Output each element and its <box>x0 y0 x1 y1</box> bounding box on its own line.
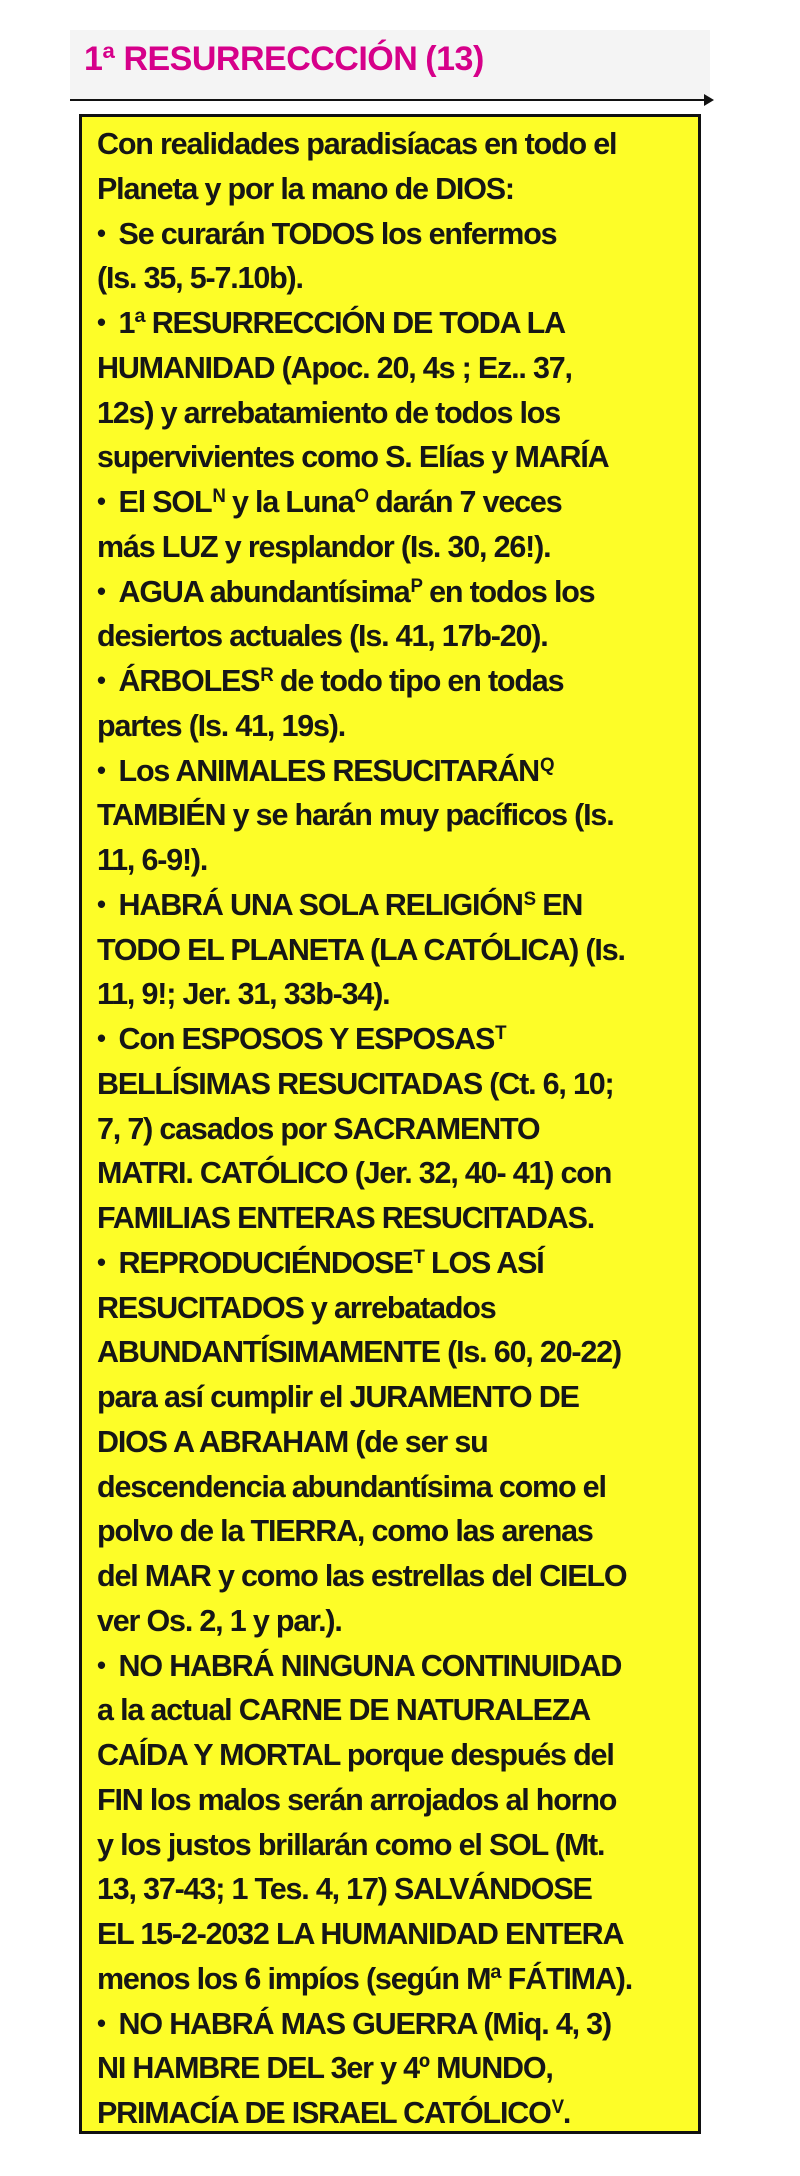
superscript-note: V <box>551 2097 563 2118</box>
superscript-note: S <box>523 888 535 910</box>
text-segment: Con realidades paradisíacas en todo el <box>97 126 617 161</box>
text-segment: ABUNDANTÍSIMAMENTE (Is. 60, 20-22) <box>97 1334 621 1370</box>
text-line <box>97 1867 687 1912</box>
text-line <box>97 1823 687 1868</box>
text-line <box>97 704 687 749</box>
text-line <box>97 1017 687 1062</box>
text-segment: AGUA abundantísima <box>118 573 410 609</box>
bullet-icon: • <box>97 307 105 337</box>
text-line <box>97 1554 687 1599</box>
text-segment: TAMBIÉN y se harán muy pacíficos (Is. <box>97 797 614 833</box>
text-segment: del MAR y como las estrellas del CIELO <box>97 1558 627 1593</box>
text-line <box>97 570 687 615</box>
superscript-note: T <box>413 1246 424 1268</box>
text-segment: Los ANIMALES RESUCITARÁN <box>118 752 540 788</box>
bullet-icon: • <box>97 2007 105 2038</box>
text-segment: menos los 6 impíos (según Mª FÁTIMA). <box>97 1960 632 1996</box>
text-line <box>97 435 687 480</box>
bullet-icon: • <box>97 1023 105 1053</box>
text-segment: 11, 6-9!). <box>97 842 208 877</box>
content-text <box>97 122 697 2136</box>
text-segment: 11, 9!; Jer. 31, 33b-34). <box>97 976 390 1012</box>
text-line <box>97 256 687 301</box>
title-underline <box>70 99 712 101</box>
text-segment: FAMILIAS ENTERAS RESUCITADAS. <box>97 1200 595 1235</box>
text-segment: supervivientes como S. Elías y MARÍA <box>97 439 609 475</box>
text-line <box>97 1330 687 1375</box>
text-segment: Con ESPOSOS Y ESPOSAS <box>118 1021 495 1056</box>
text-segment: desiertos actuales (Is. 41, 17b-20). <box>97 618 548 654</box>
text-line <box>97 614 687 659</box>
text-line <box>97 2002 687 2047</box>
text-line <box>97 1420 687 1465</box>
superscript-note: T <box>495 1023 506 1044</box>
text-segment: PRIMACÍA DE ISRAEL CATÓLICO <box>97 2095 551 2130</box>
text-line <box>97 1062 687 1107</box>
text-line <box>97 838 687 883</box>
text-line <box>97 1151 687 1196</box>
text-segment: en todos los <box>421 573 595 609</box>
superscript-note: R <box>260 665 273 686</box>
text-line <box>97 1196 687 1241</box>
bullet-icon: • <box>97 486 105 516</box>
text-segment: LOS ASÍ <box>423 1244 544 1280</box>
text-line <box>97 2091 687 2136</box>
text-line <box>97 972 687 1017</box>
text-segment: más LUZ y resplandor (Is. 30, 26!). <box>97 528 551 564</box>
text-segment: de todo tipo en todas <box>272 663 564 698</box>
text-line <box>97 301 687 346</box>
text-segment: partes (Is. 41, 19s). <box>97 707 346 743</box>
bullet-icon: • <box>97 754 105 785</box>
text-line <box>97 928 687 973</box>
superscript-note: O <box>354 486 368 507</box>
underline-arrow-tip <box>704 94 714 106</box>
text-segment: 1ª RESURRECCIÓN DE TODA LA <box>118 305 565 340</box>
text-segment: TODO EL PLANETA (LA CATÓLICA) (Is. <box>97 931 625 967</box>
text-segment: RESUCITADOS y arrebatados <box>97 1289 496 1325</box>
superscript-note: N <box>212 486 225 507</box>
text-line <box>97 1957 687 2002</box>
text-segment: BELLÍSIMAS RESUCITADAS (Ct. 6, 10; <box>97 1065 614 1101</box>
text-line <box>97 525 687 570</box>
bullet-icon: • <box>97 1246 105 1277</box>
text-line <box>97 1107 687 1152</box>
text-line <box>97 391 687 436</box>
text-segment: MATRI. CATÓLICO (Jer. 32, 40- 41) con <box>97 1155 612 1191</box>
text-line <box>97 1465 687 1510</box>
bullet-icon: • <box>97 217 105 248</box>
text-segment: darán 7 veces <box>367 484 562 519</box>
text-segment: NI HAMBRE DEL 3er y 4º MUNDO, <box>97 2050 553 2086</box>
text-line <box>97 1599 687 1644</box>
text-segment: El SOL <box>118 484 212 519</box>
bullet-icon: • <box>97 575 105 606</box>
text-segment: polvo de la TIERRA, como las arenas <box>97 1513 593 1549</box>
text-segment: 12s) y arrebatamiento de todos los <box>97 394 561 430</box>
text-line <box>97 212 687 257</box>
superscript-note: P <box>410 575 422 597</box>
text-segment: (Is. 35, 5-7.10b). <box>97 260 303 296</box>
text-line <box>97 883 687 928</box>
text-segment: y los justos brillarán como el SOL (Mt. <box>97 1826 605 1862</box>
text-line <box>97 793 687 838</box>
title-number: (13) <box>425 40 484 78</box>
text-line <box>97 749 687 794</box>
text-segment: para así cumplir el JURAMENTO DE <box>97 1379 579 1414</box>
text-segment: CAÍDA Y MORTAL porque después del <box>97 1737 614 1772</box>
bullet-icon: • <box>97 888 105 919</box>
text-line <box>97 1644 687 1689</box>
text-segment: . <box>562 2095 571 2130</box>
text-line <box>97 1241 687 1286</box>
text-segment: descendencia abundantísima como el <box>97 1468 606 1504</box>
text-segment: REPRODUCIÉNDOSE <box>118 1244 413 1280</box>
text-segment: y la Luna <box>224 484 354 519</box>
text-segment: EN <box>534 886 583 922</box>
text-segment: HABRÁ UNA SOLA RELIGIÓN <box>118 886 523 922</box>
text-segment: HUMANIDAD (Apoc. 20, 4s ; Ez.. 37, <box>97 349 572 385</box>
text-line <box>97 659 687 704</box>
text-segment: DIOS A ABRAHAM (de ser su <box>97 1423 488 1459</box>
text-line <box>97 480 687 525</box>
text-segment: 7, 7) casados por SACRAMENTO <box>97 1110 540 1146</box>
bullet-icon: • <box>97 665 105 695</box>
text-segment: FIN los malos serán arrojados al horno <box>97 1781 617 1817</box>
title-label: 1ª RESURRECCCIÓN <box>84 40 418 78</box>
text-segment: Planeta y por la mano de DIOS: <box>97 170 514 206</box>
text-segment: 13, 37-43; 1 Tes. 4, 17) SALVÁNDOSE <box>97 1871 592 1907</box>
text-segment: a la actual CARNE DE NATURALEZA <box>97 1692 591 1728</box>
text-line <box>97 167 687 212</box>
text-line <box>97 1778 687 1823</box>
text-line <box>97 346 687 391</box>
text-segment: EL 15-2-2032 LA HUMANIDAD ENTERA <box>97 1916 624 1951</box>
text-line <box>97 1912 687 1957</box>
text-line <box>97 1375 687 1420</box>
text-line <box>97 1509 687 1554</box>
text-line <box>97 122 687 167</box>
text-line <box>97 2046 687 2091</box>
text-segment: NO HABRÁ NINGUNA CONTINUIDAD <box>118 1647 622 1683</box>
page-title <box>84 40 484 79</box>
text-segment: Se curarán TODOS los enfermos <box>118 215 557 251</box>
text-line <box>97 1733 687 1778</box>
superscript-note: Q <box>539 754 554 776</box>
text-line <box>97 1688 687 1733</box>
text-segment: NO HABRÁ MAS GUERRA (Miq. 4, 3) <box>118 2005 611 2041</box>
bullet-icon: • <box>97 1649 105 1680</box>
text-line <box>97 1286 687 1331</box>
text-segment: ver Os. 2, 1 y par.). <box>97 1602 342 1638</box>
text-segment: ÁRBOLES <box>118 663 260 698</box>
